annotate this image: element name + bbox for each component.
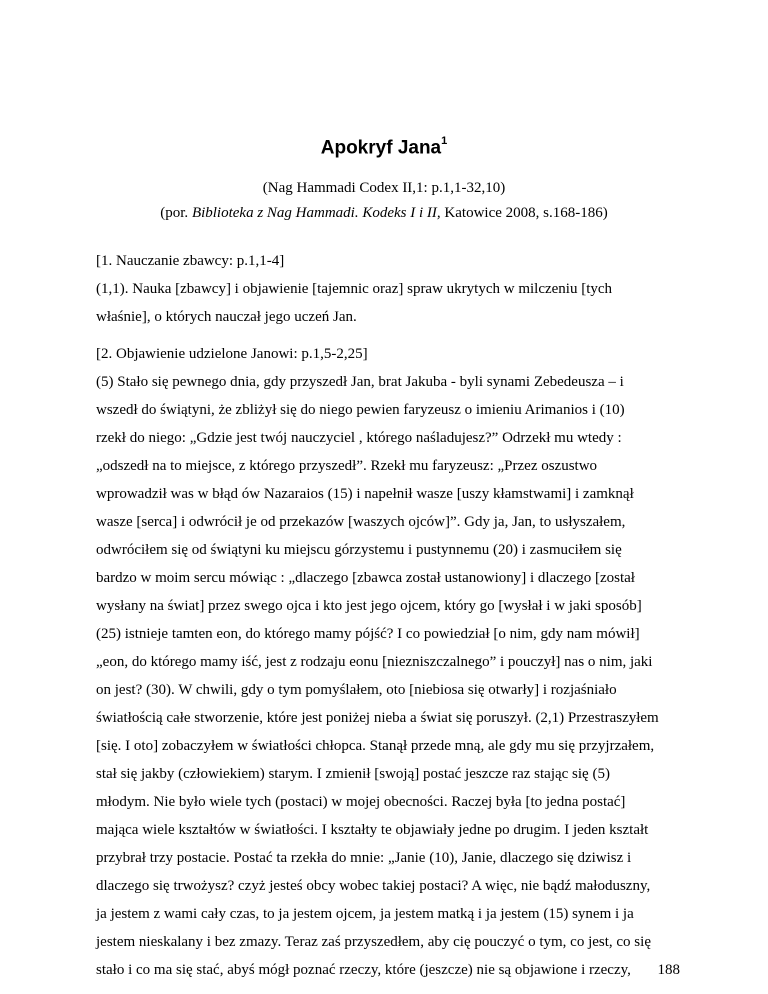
text-line: ja jestem z wami cały czas, to ja jestem ojcem, ja jestem matką i ja jestem (15) synem i ja — [96, 906, 634, 922]
text-line: odwróciłem się od świątyni ku miejscu górzystemu i pustynnemu (20) i zasmuciłem się — [96, 542, 622, 558]
text-line: rzekł do niego: „Gdzie jest twój nauczyciel , którego naśladujesz?” Odrzekł mu wtedy : — [96, 430, 622, 446]
document-title — [0, 137, 768, 159]
text-line: „odszedł na to miejsce, z którego przyszedł”. Rzekł mu faryzeusz: „Przez oszustwo — [96, 458, 598, 474]
text-line: mająca wiele kształtów w światłości. I kształty te objawiały jedne po drugim. I jeden kształt — [96, 822, 649, 838]
text-line: (25) istnieje tamten eon, do którego mamy pójść? I co powiedział [o nim, gdy nam mówił] — [96, 626, 640, 642]
section-1-text — [96, 275, 680, 331]
text-line: wysłany na świat] przez swego ojca i kto jest jego ojcem, który go [wysłał i w jaki sposób] — [96, 598, 642, 614]
text-line: stało i co ma się stać, abyś mógł poznać rzeczy, które (jeszcze) nie są objawione i rzeczy, — [96, 962, 631, 978]
text-line: przybrał trzy postacie. Postać ta rzekła do mnie: „Janie (10), Janie, dlaczego się dziwisz i — [96, 850, 632, 866]
reference-book-title: Biblioteka z Nag Hammadi. Kodeks I i II, — [191, 205, 441, 221]
section-1 — [96, 247, 680, 331]
text-line: (5) Stało się pewnego dnia, gdy przyszedł Jan, brat Jakuba - byli synami Zebedeusza – i — [96, 374, 624, 390]
section-2-text — [96, 368, 680, 984]
section-heading: [2. Objawienie udzielone Janowi: p.1,5-2,25] — [96, 346, 368, 362]
reference-suffix: Katowice 2008, s.168-186) — [440, 205, 608, 221]
section-heading: [1. Nauczanie zbawcy: p.1,1-4] — [96, 253, 285, 269]
text-line: wasze [serca] i odwrócił je od przekazów [waszych ojców]”. Gdy ja, Jan, to usłyszałem, — [96, 514, 626, 530]
reference-line — [0, 205, 768, 222]
text-line: dlaczego się trwożysz? czyż jesteś obcy wobec takiej postaci? A więc, nie bądź małoduszny, — [96, 878, 651, 894]
reference-prefix: (por. — [160, 205, 192, 221]
text-line: jestem nieskalany i bez zmazy. Teraz zaś przyszedłem, aby cię pouczyć o tym, co jest, co się — [96, 934, 651, 950]
text-line: wprowadził was w błąd ów Nazaraios (15) i napełnił wasze [uszy kłamstwami] i zamknął — [96, 486, 634, 502]
page-number: 188 — [657, 962, 680, 978]
text-line: młodym. Nie było wiele tych (postaci) w mojej obecności. Raczej była [to jedna postać] — [96, 794, 626, 810]
text-line: „eon, do którego mamy iść, jest z rodzaju eonu [niezniszczalnego” i pouczył] nas o nim, jaki — [96, 654, 653, 670]
text-line: stał się jakby (człowiekiem) starym. I zmienił [swoją] postać jeszcze raz stając się (5) — [96, 766, 610, 782]
text-line: on jest? (30). W chwili, gdy o tym pomyślałem, oto [niebiosa się otwarły] i rozjaśniało — [96, 682, 617, 698]
text-line: właśnie], o których nauczał jego uczeń Jan. — [96, 309, 357, 325]
text-line: [się. I oto] zobaczyłem w światłości chłopca. Stanął przede mną, ale gdy mu się przyjrzałem, — [96, 738, 655, 754]
section-2 — [96, 340, 680, 984]
text-line: światłością całe stworzenie, które jest poniżej nieba a świat się poruszył. (2,1) Przestraszyłem — [96, 710, 659, 726]
text-line: wszedł do świątyni, że zbliżył się do niego pewien faryzeusz o imieniu Arimanios i (10) — [96, 402, 625, 418]
source-line: (Nag Hammadi Codex II,1: p.1,1-32,10) — [262, 180, 506, 196]
text-line: (1,1). Nauka [zbawcy] i objawienie [tajemnic oraz] spraw ukrytych w milczeniu [tych — [96, 281, 613, 297]
footnote-mark: 1 — [441, 135, 448, 147]
title-text: Apokryf Jana — [320, 137, 442, 159]
text-line: bardzo w moim sercu mówiąc : „dlaczego [zbawca został ustanowiony] i dlaczego [został — [96, 570, 635, 586]
